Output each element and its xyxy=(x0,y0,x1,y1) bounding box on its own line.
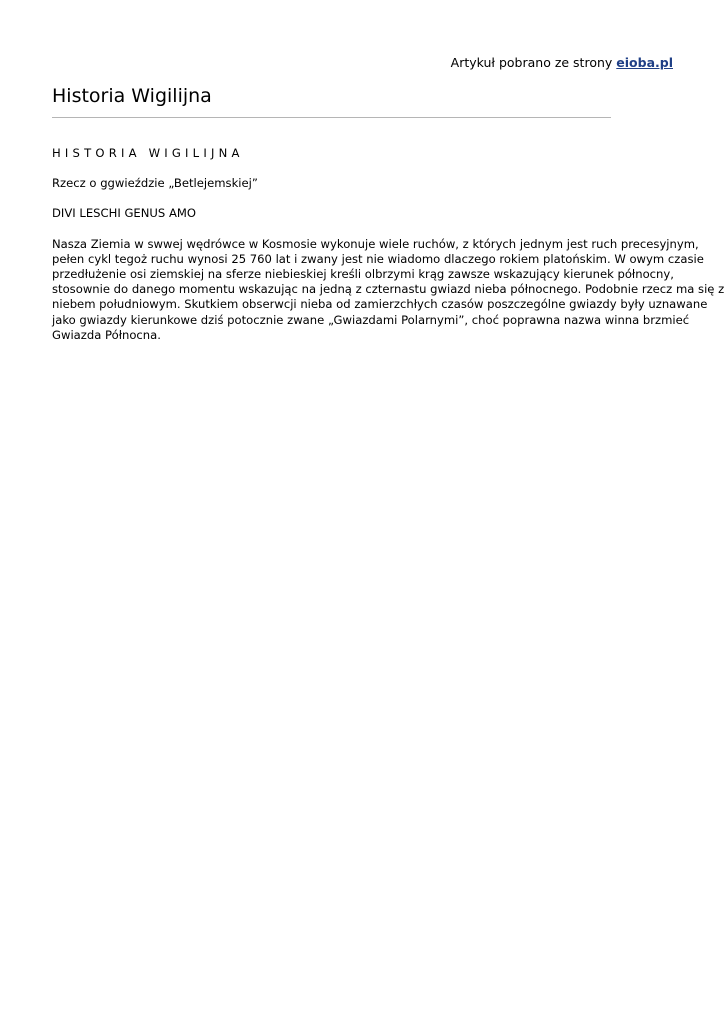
title-divider xyxy=(52,117,611,118)
source-attribution xyxy=(451,55,673,70)
source-prefix-text: Artykuł pobrano ze strony xyxy=(450,55,613,70)
article-body xyxy=(52,236,725,343)
article-subtitle: Rzecz o ggwieździe „Betlejemskiej” xyxy=(52,176,258,191)
body-line: Gwiazda Północna. xyxy=(52,327,161,342)
article-heading: HISTORIA WIGILIJNA xyxy=(52,146,244,160)
body-line: niebem południowym. Skutkiem obserwcji nieba od zamierzchłych czasów poszczególne gwiazdy były uznawane xyxy=(52,297,708,312)
body-line: jako gwiazdy kierunkowe dziś potocznie zwane „Gwiazdami Polarnymi”, choć poprawna nazwa winna brzmieć xyxy=(52,312,690,327)
body-line: pełen cykl tegoż ruchu wynosi 25 760 lat i zwany jest nie wiadomo dlaczego rokiem platońskim. W owym czasie xyxy=(52,251,704,266)
article-motto: DIVI LESCHI GENUS AMO xyxy=(52,206,197,221)
source-site-link[interactable]: eioba.pl xyxy=(616,55,673,70)
article-content xyxy=(52,146,725,343)
body-line: przedłużenie osi ziemskiej na sferze niebieskiej kreśli olbrzymi krąg zawsze wskazujący kierunek północny, xyxy=(52,267,674,282)
page-title: Historia Wigilijna xyxy=(52,85,212,107)
body-line: stosownie do danego momentu wskazując na jedną z czternastu gwiazd nieba północnego. Podobnie rzecz ma się z xyxy=(52,282,725,297)
body-line: Nasza Ziemia w swwej wędrówce w Kosmosie wykonuje wiele ruchów, z których jednym jest ruch precesyjnym, xyxy=(52,236,699,251)
